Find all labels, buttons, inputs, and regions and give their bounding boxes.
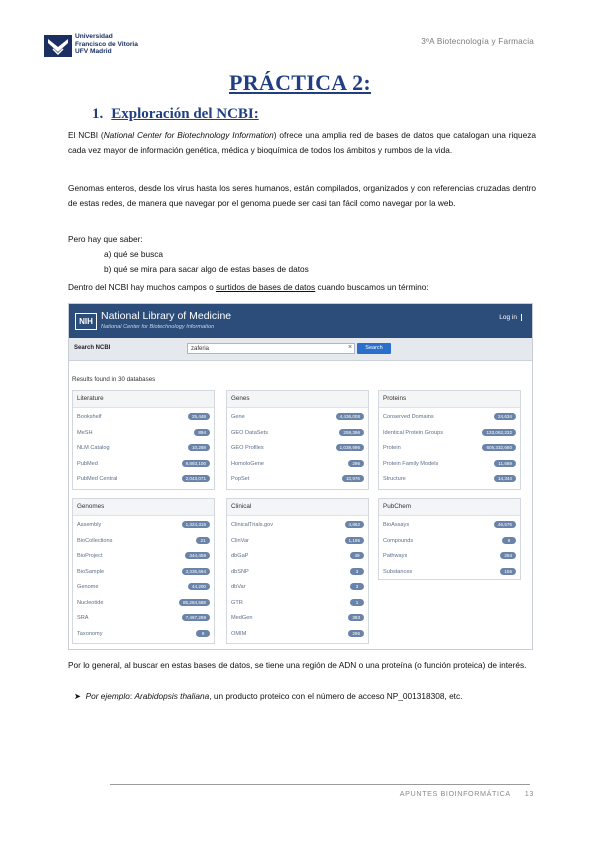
login-link[interactable]: Log in [499, 314, 522, 321]
database-row[interactable] [77, 568, 210, 578]
example-bullet: ➤ Por ejemplo: Arabidopsis thaliana, un producto proteico con el número de acceso NP_001318308, etc. [74, 691, 463, 701]
database-row[interactable] [231, 583, 364, 593]
count-badge: 1 [350, 599, 364, 606]
paragraph-general: Por lo general, al buscar en estas bases de datos, se tiene una región de ADN o una proteína (o función proteica) de interés. [68, 660, 527, 670]
database-link[interactable]: Substances [383, 568, 413, 575]
ncbi-screenshot [68, 303, 533, 650]
count-badge: 3,335,594 [182, 568, 210, 575]
database-link[interactable]: dbSNP [231, 568, 249, 575]
count-badge: 24,634 [494, 413, 516, 420]
database-link[interactable]: BioAssays [383, 522, 410, 528]
database-row[interactable] [77, 460, 210, 470]
page-footer [400, 789, 534, 798]
paragraph-requirements: Pero hay que saber: a) qué se busca b) qué se mira para sacar algo de estas bases de datos [68, 232, 536, 278]
panel-genomes [72, 498, 215, 644]
results-count: Results found in 30 databases [72, 376, 156, 383]
list-item: b) qué se mira para sacar algo de estas bases de datos [104, 264, 309, 275]
count-badge: 296 [348, 630, 364, 637]
count-badge: 44,200 [188, 583, 210, 590]
database-link[interactable]: OMIM [231, 630, 247, 637]
database-link[interactable]: Assembly [77, 522, 102, 528]
database-link[interactable]: SRA [77, 615, 89, 621]
count-badge: 25,448 [188, 413, 210, 420]
section-number: 1. [92, 106, 104, 122]
database-link[interactable]: Structure [383, 476, 406, 482]
paragraph-intro: El NCBI (National Center for Biotechnology Information) ofrece una amplia red de bases de datos que catalogan una riqueza cada vez mayor de información genética, médica y bioquímica de todos los ámbitos y rumbos de la vida. [68, 130, 536, 156]
panel-pubchem [378, 498, 521, 580]
page-title: PRÁCTICA 2: [228, 70, 372, 95]
search-bar [69, 338, 532, 361]
nih-header [69, 304, 532, 338]
count-badge: 1,039,996 [336, 444, 364, 451]
list-item: a) qué se busca [104, 249, 164, 260]
database-link[interactable]: Gene [231, 414, 245, 420]
count-badge: 344,459 [185, 552, 210, 559]
arrow-bullet-icon: ➤ [74, 691, 81, 701]
count-badge: 383 [348, 614, 364, 621]
database-link[interactable]: GTR [231, 599, 243, 606]
count-badge: 49 [350, 552, 364, 559]
count-badge: 155 [500, 568, 516, 575]
database-row[interactable] [77, 537, 210, 547]
count-badge: 9 [196, 630, 210, 637]
section-heading [92, 106, 259, 123]
database-link[interactable]: PubMed [77, 460, 98, 467]
database-row[interactable] [231, 552, 364, 562]
database-row[interactable] [231, 413, 364, 423]
count-badge: 10,976 [342, 475, 364, 482]
database-link[interactable]: Identical Protein Groups [383, 429, 444, 436]
count-badge: 894 [194, 429, 210, 436]
database-link[interactable]: PubMed Central [77, 476, 118, 482]
count-badge: 10,268 [188, 444, 210, 451]
database-row[interactable] [231, 429, 364, 439]
database-row[interactable] [383, 460, 516, 470]
count-badge: 14,344 [494, 475, 516, 482]
database-link[interactable]: ClinicalTrials.gov [231, 522, 274, 528]
database-link[interactable]: GEO Profiles [231, 445, 264, 451]
count-badge: 4,436,008 [336, 413, 364, 420]
database-row[interactable] [383, 475, 516, 485]
database-link[interactable]: BioCollections [77, 537, 113, 544]
database-row[interactable] [383, 552, 516, 562]
database-row[interactable] [383, 413, 516, 423]
database-row[interactable] [231, 537, 364, 547]
database-row[interactable] [77, 599, 210, 609]
panel-proteins [378, 390, 521, 490]
database-row[interactable] [231, 630, 364, 640]
count-badge: 605,332,660 [482, 444, 516, 451]
page-number: 13 [524, 789, 534, 798]
footer-label: APUNTES BIOINFORMÁTICA [399, 789, 511, 798]
database-row[interactable] [231, 460, 364, 470]
database-link[interactable]: Taxonomy [77, 630, 103, 637]
panel-clinical [226, 498, 369, 644]
search-label: Search NCBI [74, 345, 111, 351]
count-badge: 259,396 [339, 429, 364, 436]
count-badge: 254 [500, 552, 516, 559]
database-link[interactable]: MeSH [77, 429, 93, 436]
count-badge: 85,284,588 [179, 599, 210, 606]
database-link[interactable]: dbGaP [231, 553, 249, 559]
database-link[interactable]: GEO DataSets [231, 429, 268, 436]
database-row[interactable] [77, 630, 210, 640]
database-row[interactable] [77, 429, 210, 439]
database-row[interactable] [231, 614, 364, 624]
database-link[interactable]: Bookshelf [77, 414, 102, 420]
panel-title: Proteins [379, 391, 520, 408]
university-logo: Universidad Francisco de Vitoria UFV Madrid [44, 33, 144, 63]
count-badge: 46,576 [494, 521, 516, 528]
section-title: Exploración del NCBI: [111, 106, 259, 122]
database-row[interactable] [383, 521, 516, 531]
database-row[interactable] [77, 413, 210, 423]
database-row[interactable] [383, 568, 516, 578]
database-row[interactable] [77, 521, 210, 531]
count-badge: 3 [350, 583, 364, 590]
database-row[interactable] [231, 599, 364, 609]
count-badge: 133,062,232 [482, 429, 516, 436]
nih-subtitle: National Center for Biotechnology Information [101, 324, 215, 330]
database-row[interactable] [77, 614, 210, 624]
database-link[interactable]: Genome [77, 584, 99, 590]
panel-title: Literature [73, 391, 214, 408]
database-link[interactable]: Nucleotide [77, 599, 104, 606]
panel-title: Clinical [227, 499, 368, 516]
panel-title: PubChem [379, 499, 520, 516]
database-link[interactable]: PopSet [231, 476, 250, 482]
database-row[interactable] [383, 537, 516, 547]
panel-literature [72, 390, 215, 490]
database-row[interactable] [231, 475, 364, 485]
nih-title: National Library of Medicine [101, 310, 232, 322]
database-link[interactable]: Protein [383, 445, 401, 451]
database-link[interactable]: BioSample [77, 568, 105, 575]
database-row[interactable] [77, 444, 210, 454]
count-badge: 9,893,100 [182, 460, 210, 467]
database-row[interactable] [231, 521, 364, 531]
database-row[interactable] [383, 429, 516, 439]
paragraph-genomes: Genomas enteros, desde los virus hasta los seres humanos, están compilados, organizados y con referencias cruzadas dentro de estas redes, de manera que navegar por el genoma puede ser casi tan fácil como navegar por la web. [68, 183, 536, 209]
database-link[interactable]: HomoloGene [231, 460, 264, 467]
database-link[interactable]: MedGen [231, 615, 253, 621]
database-link[interactable]: Protein Family Models [383, 460, 439, 467]
database-link[interactable]: Conserved Domains [383, 414, 434, 420]
database-link[interactable]: NLM Catalog [77, 445, 110, 451]
database-link[interactable]: dbVar [231, 584, 246, 590]
course-header: 3ºA Biotecnología y Farmacia [421, 37, 534, 46]
database-link[interactable]: Compounds [383, 537, 414, 544]
database-row[interactable] [231, 444, 364, 454]
count-badge: 1,195 [345, 537, 365, 544]
database-row[interactable] [77, 552, 210, 562]
count-badge: 2,043,071 [182, 475, 210, 482]
search-input[interactable]: zaferia [187, 343, 355, 354]
database-row[interactable] [77, 475, 210, 485]
count-badge: 1,324,315 [182, 521, 210, 528]
database-link[interactable]: BioProject [77, 553, 103, 559]
panel-title: Genomes [73, 499, 214, 516]
count-badge: 21 [196, 537, 210, 544]
count-badge: 296 [348, 460, 364, 467]
footer-divider [110, 784, 530, 785]
paragraph-fields: Dentro del NCBI hay muchos campos o surtidos de bases de datos cuando buscamos un término: [68, 282, 429, 292]
database-row[interactable] [383, 444, 516, 454]
ufv-shield-icon [44, 35, 72, 57]
count-badge: 6 [502, 537, 516, 544]
count-badge: 3 [350, 568, 364, 575]
database-link[interactable]: Pathways [383, 553, 408, 559]
clear-icon[interactable]: × [348, 344, 353, 351]
count-badge: 7,467,299 [182, 614, 210, 621]
database-row[interactable] [231, 568, 364, 578]
nih-logo-icon: NIH [75, 313, 97, 330]
database-row[interactable] [77, 583, 210, 593]
database-link[interactable]: ClinVar [231, 537, 249, 544]
panel-genes [226, 390, 369, 490]
count-badge: 4,862 [345, 521, 365, 528]
search-button[interactable]: Search [357, 343, 391, 354]
panel-title: Genes [227, 391, 368, 408]
count-badge: 11,669 [494, 460, 516, 467]
